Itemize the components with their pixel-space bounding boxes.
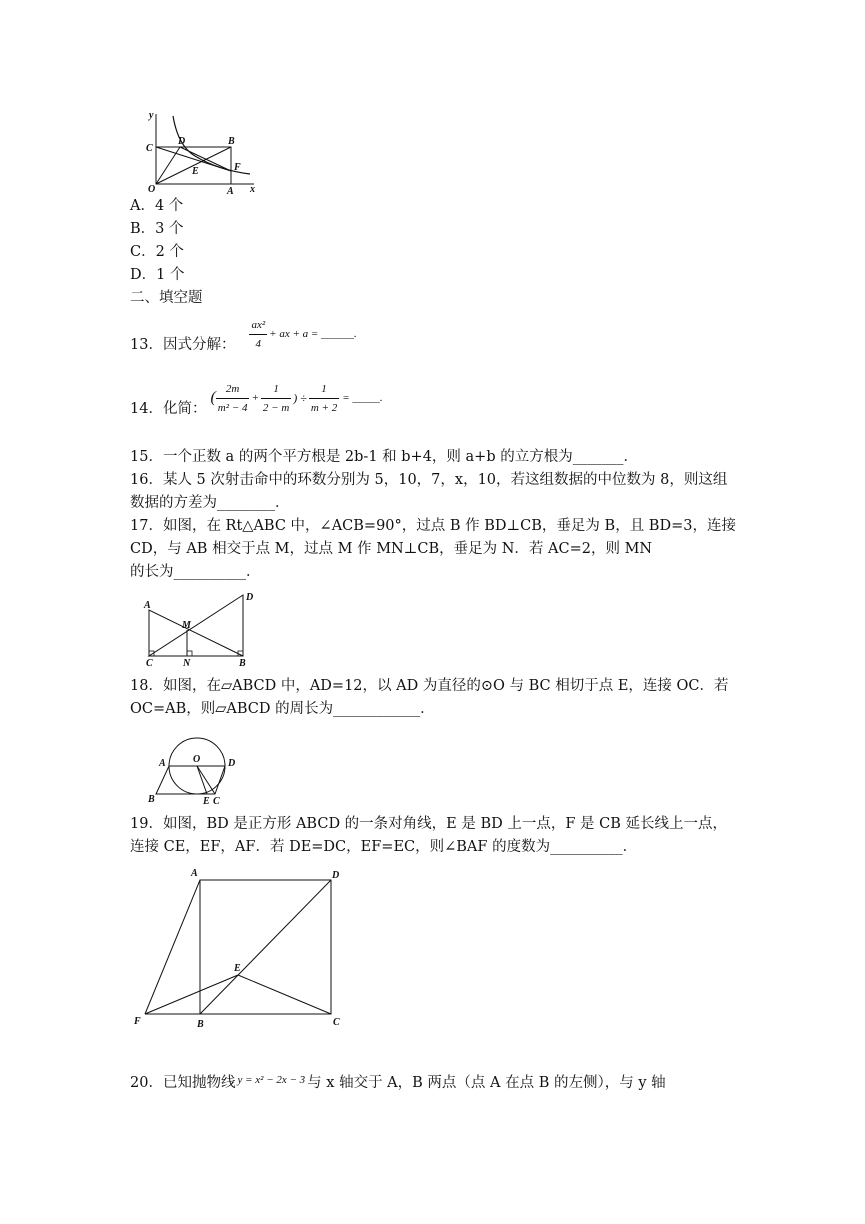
q17-label-b: B: [239, 658, 246, 668]
q17-right-angle-n: [187, 651, 192, 656]
q17-line-2: CD，与 AB 相交于点 M，过点 M 作 MN⊥CB，垂足为 N．若 AC=2，则 MN: [130, 541, 653, 557]
q18-label-e: E: [203, 796, 210, 807]
q13-frac-num: ax²: [249, 316, 267, 335]
q19-diagram: [130, 864, 350, 1034]
q19-seg-ec: [238, 975, 331, 1014]
q17-triangle-cbd: [149, 595, 243, 656]
q17-label-a: A: [144, 600, 151, 611]
q17-label-c: C: [146, 658, 153, 668]
q14-rparen-div: ) ÷: [293, 391, 307, 405]
q17-line-3: 的长为__________．: [130, 564, 261, 580]
q12-label-c: C: [146, 143, 153, 154]
q19-diagonal-bd: [200, 880, 331, 1014]
q16-line-1: 16．某人 5 次射击命中的环数分别为 5，10，7，x，10，若这组数据的中位数为 8，则这组: [130, 472, 728, 488]
q18-label-b: B: [148, 794, 155, 805]
q14-f1-num: 2m: [216, 380, 250, 399]
q14-f3-num: 1: [309, 380, 339, 399]
q14: [130, 380, 383, 420]
q14-f3-den: m + 2: [310, 401, 338, 414]
q17-label-n: N: [183, 658, 191, 668]
q19-label-e: E: [234, 963, 241, 974]
q16-line-2: 数据的方差为________．: [130, 495, 290, 511]
q18-line-2: OC=AB，则▱ABCD 的周长为____________．: [130, 701, 435, 717]
q12-label-a: A: [227, 186, 234, 196]
q19-label-b: B: [197, 1019, 204, 1030]
q17-label-m: M: [182, 620, 191, 631]
q14-f1-den: m² − 4: [217, 401, 248, 414]
section-title: 二、填空题: [130, 290, 203, 306]
q18-label-d: D: [228, 758, 236, 769]
q12-label-f: F: [234, 162, 241, 173]
q19-line-1: 19．如图，BD 是正方形 ABCD 的一条对角线，E 是 BD 上一点，F 是 CB 延长线上一点，: [130, 816, 728, 832]
q18-line-1: 18．如图，在▱ABCD 中，AD=12，以 AD 为直径的⊙O 与 BC 相切于点 E，连接 OC．若: [130, 678, 729, 694]
q20-formula: y = x² − 2x − 3: [237, 1074, 306, 1086]
q13-rest: + ax + a = ______.: [269, 328, 357, 340]
q14-f2-den: 2 − m: [262, 401, 290, 414]
q20-prefix: 20．已知抛物线: [130, 1075, 236, 1091]
q17-label-d: D: [246, 592, 254, 603]
q12-label-e: E: [192, 166, 199, 177]
q19-label-f: F: [134, 1016, 141, 1027]
q17-line-1: 17．如图，在 Rt△ABC 中，∠ACB=90°，过点 B 作 BD⊥CB，垂足为 B，且 BD=3，连接: [130, 518, 736, 534]
q12-option-a: A．4 个: [130, 198, 184, 214]
q19-figure: [130, 864, 350, 1034]
q15: 15．一个正数 a 的两个平方根是 2b-1 和 b+4，则 a+b 的立方根为_______．: [130, 449, 638, 465]
q13: [130, 316, 357, 356]
q12-figure: [140, 108, 260, 196]
q18-parallelogram: [156, 766, 225, 794]
q12-option-c: C．2 个: [130, 244, 184, 260]
q18-figure: [140, 726, 250, 808]
q14-prefix: 14．化简：: [130, 401, 207, 417]
q19-label-c: C: [333, 1017, 340, 1028]
q20-suffix: 与 x 轴交于 A，B 两点（点 A 在点 B 的左侧），与 y 轴: [307, 1075, 666, 1091]
q12-label-o: O: [148, 184, 156, 195]
q12-label-b: B: [228, 136, 235, 147]
q12-option-d: D．1 个: [130, 267, 185, 283]
q12-option-b: B．3 个: [130, 221, 184, 237]
q14-plus: +: [251, 392, 259, 404]
q17-diagram: [140, 588, 260, 668]
q14-fraction-1: [216, 380, 250, 417]
q17-triangle-abc: [149, 610, 243, 656]
q20: [130, 1074, 666, 1092]
q12-label-d: D: [178, 136, 186, 147]
q19-line-2: 连接 CE，EF，AF．若 DE=DC，EF=EC，则∠BAF 的度数为__________．: [130, 839, 638, 855]
q12-label-y: y: [149, 110, 154, 121]
q13-prefix: 13．因式分解：: [130, 337, 236, 353]
q14-f2-num: 1: [261, 380, 291, 399]
q18-label-o: O: [193, 754, 201, 765]
q13-frac-den: 4: [255, 337, 262, 350]
q14-fraction-3: [309, 380, 339, 417]
q17-figure: [140, 588, 260, 668]
q14-fraction-2: [261, 380, 291, 417]
q12-label-x: x: [250, 184, 255, 195]
q13-fraction: [249, 316, 267, 353]
q14-tail: = _____.: [342, 392, 383, 404]
q18-diagram: [140, 726, 250, 808]
q19-label-a: A: [191, 868, 198, 879]
q14-lparen: (: [210, 389, 216, 406]
q18-label-c: C: [213, 796, 220, 807]
q18-label-a: A: [159, 758, 166, 769]
q19-label-d: D: [332, 870, 340, 881]
q12-diagram: [140, 108, 260, 196]
